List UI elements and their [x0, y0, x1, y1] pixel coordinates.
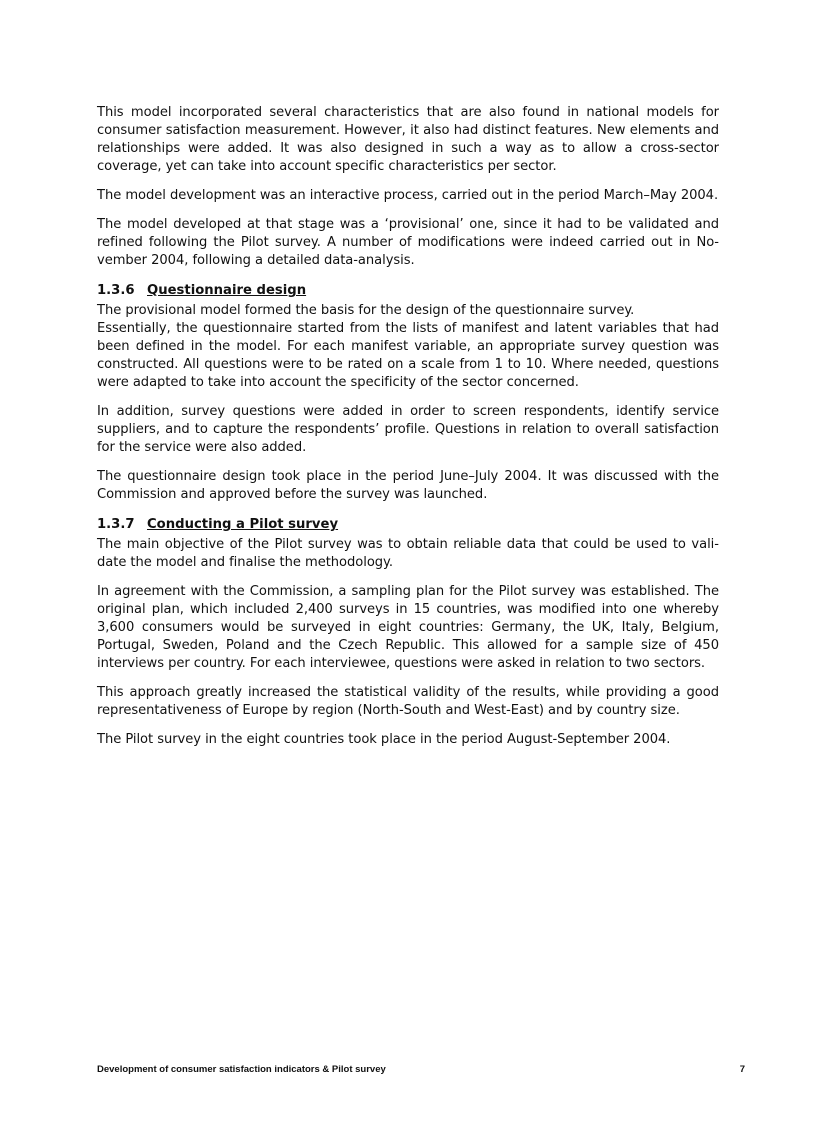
- section-title: Conducting a Pilot survey: [147, 517, 339, 532]
- section-title: Questionnaire design: [147, 283, 307, 298]
- document-body: [97, 104, 719, 760]
- section-heading-pilot-survey: [97, 516, 719, 534]
- pilot-paragraph-2: In agreement with the Commission, a sampling plan for the Pilot survey was established. The original plan, which included 2,400 surveys in 15 countries, was modified into one whereby 3,600 consumers would be surveyed in eight countries: Germany, the UK, Italy, Belgium, Portugal, Sweden, Poland and the Czech Republic. This allowed for a sample size of 450 interviews per country. For each interviewee, questions were asked in relation to two sectors.: [97, 584, 719, 671]
- questionnaire-paragraph-1: The provisional model formed the basis for the design of the questionnaire survey.: [97, 303, 635, 318]
- questionnaire-paragraph-2: Essentially, the questionnaire started from the lists of manifest and latent variables that had been defined in the model. For each manifest variable, an appropriate survey question was constructed. All questions were to be rated on a scale from 1 to 10. Where needed, questions were adapted to take into account the specificity of the sector concerned.: [97, 321, 719, 390]
- pilot-paragraph-1: The main objective of the Pilot survey was to obtain reliable data that could be used to validate the model and finalise the methodology.: [97, 537, 719, 570]
- page-number: 7: [739, 1064, 745, 1075]
- questionnaire-paragraph-3: In addition, survey questions were added in order to screen respondents, identify service suppliers, and to capture the respondents’ profile. Questions in relation to overall satisfaction for the service were also added.: [97, 404, 719, 455]
- intro-paragraph-2: The model development was an interactive process, carried out in the period March–May 2004.: [97, 188, 719, 203]
- page-footer: [97, 1064, 745, 1075]
- section-number: 1.3.6: [97, 283, 135, 298]
- intro-paragraph-1: This model incorporated several characteristics that are also found in national models for consumer satisfaction measurement. However, it also had distinct features. New elements and relationships were added. It was also designed in such a way as to allow a cross-sector coverage, yet can take into account specific characteristics per sector.: [97, 105, 719, 174]
- pilot-paragraph-3: This approach greatly increased the statistical validity of the results, while providing a good representativeness of Europe by region (North-South and West-East) and by country size.: [97, 685, 719, 718]
- pilot-paragraph-4: The Pilot survey in the eight countries took place in the period August-September 2004.: [97, 732, 671, 747]
- questionnaire-paragraph-4: The questionnaire design took place in the period June–July 2004. It was discussed with the Commission and approved before the survey was launched.: [97, 469, 719, 502]
- footer-title: Development of consumer satisfaction indicators & Pilot survey: [97, 1064, 386, 1075]
- section-number: 1.3.7: [97, 517, 135, 532]
- intro-paragraph-3: The model developed at that stage was a ‘provisional’ one, since it had to be validated and refined following the Pilot survey. A number of modifications were indeed carried out in November 2004, following a detailed data-analysis.: [97, 217, 719, 268]
- section-heading-questionnaire-design: [97, 282, 719, 300]
